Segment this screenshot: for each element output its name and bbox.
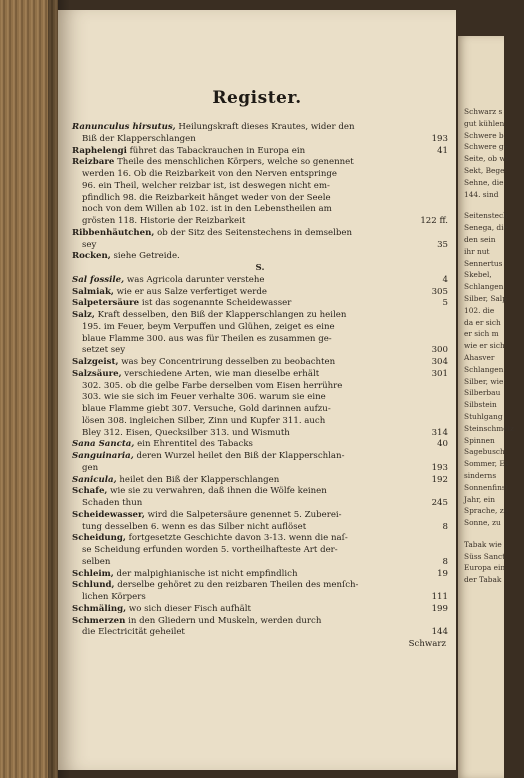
- page-reference: 40: [437, 439, 448, 450]
- right-page-fragment: Schwarz s: [464, 107, 503, 116]
- entry-line: [72, 510, 448, 522]
- entry-headword: Schleim,: [72, 568, 114, 579]
- entry-text: blaue Flamme 300. aus was für Theilen es zusammen ge-: [82, 333, 332, 344]
- entry-text: wie er aus Salze verfertiget werde: [116, 286, 267, 297]
- register-entry: [72, 486, 448, 510]
- right-page-fragment: Silber, Salp: [464, 293, 507, 303]
- right-page-fragment: Tabak wie: [464, 539, 502, 549]
- entry-line: [72, 287, 448, 299]
- entry-text: grösten 118. Historie der Reizbarkeit: [82, 216, 246, 226]
- entry-text: 195. im Feuer, beym Verpuffen und Glühen, zeiget es eine: [82, 321, 335, 332]
- entry-text: ein Ehrentitel des Tabacks: [137, 439, 253, 450]
- fragment-gap: [464, 529, 524, 539]
- entry-line: [72, 251, 448, 263]
- section-letter-label: S.: [255, 263, 265, 273]
- entry-line: [72, 475, 448, 487]
- register-entry: [72, 146, 448, 158]
- entry-text: siehe Getreide.: [113, 251, 180, 262]
- page-reference: 301: [431, 368, 448, 379]
- entry-line: [72, 428, 448, 440]
- entry-headword: Rocken,: [72, 251, 111, 262]
- entry-headword: Schmäling,: [72, 603, 127, 614]
- right-page-fragment: Süss Sanct: [464, 551, 506, 561]
- register-entry: [72, 451, 448, 475]
- page-reference: 122 ff.: [420, 216, 448, 226]
- entry-headword: Sana Sancta,: [72, 439, 135, 450]
- entry-line: [72, 146, 448, 158]
- left-page: [58, 10, 456, 770]
- right-page-fragment: wie er sich: [464, 341, 505, 351]
- right-page-fragment: den sein: [464, 234, 496, 244]
- right-page-fragment: Silbstein: [464, 400, 497, 410]
- page-reference: 199: [431, 603, 448, 614]
- right-page-fragment: gut kühlen: [464, 118, 505, 128]
- entry-headword: Raphelengi: [72, 145, 127, 156]
- right-page-fragment: Seitenstech: [464, 211, 508, 221]
- right-page-fragment: 144. sind: [464, 189, 499, 199]
- right-page-fragment: Schlangen: [464, 364, 504, 374]
- entry-line: [72, 416, 448, 428]
- entry-line: [72, 134, 448, 146]
- entry-line: [72, 627, 448, 639]
- entry-text: blaue Flamme giebt 307. Versuche, Gold darinnen aufzu-: [82, 404, 331, 414]
- right-page-fragment: Stuhlgang: [464, 411, 503, 421]
- register-entry: [72, 122, 448, 146]
- entry-line: [72, 310, 448, 322]
- register-entry: [72, 228, 448, 252]
- right-page-fragment: Senega, die: [464, 223, 508, 233]
- register-entry: [72, 604, 448, 616]
- right-page-fragment: da er sich: [464, 317, 501, 327]
- entry-line: [72, 486, 448, 498]
- right-page-fragment: Sehne, die: [464, 177, 504, 187]
- register-entry: [72, 439, 448, 451]
- entry-headword: Sal fossile,: [72, 274, 125, 285]
- entry-line: [72, 557, 448, 569]
- entry-headword: Sanguinaria,: [72, 451, 134, 461]
- entry-text: fortgesetzte Geschichte davon 3-13. wenn die naſ-: [128, 533, 348, 544]
- entry-headword: Scheidewasser,: [72, 509, 145, 520]
- entry-text: setzet sey: [82, 345, 126, 356]
- entry-headword: Salzgeist,: [72, 357, 119, 367]
- right-page-fragment: Silberbau: [464, 388, 501, 398]
- page-reference: 245: [431, 498, 448, 508]
- page-reference: 192: [431, 474, 448, 485]
- right-page-fragment: Sprache, zu: [464, 506, 509, 516]
- entry-line: [72, 592, 448, 604]
- fragment-gap: [464, 200, 524, 210]
- section-letter: [72, 263, 448, 275]
- page-reference: 305: [431, 286, 448, 297]
- entry-line: [72, 240, 448, 252]
- entry-line: [72, 463, 448, 475]
- page-reference: 111: [431, 592, 448, 602]
- page-reference: 8: [442, 556, 448, 567]
- right-page-fragment: Schwere ge: [464, 142, 509, 152]
- entry-text: 96. ein Theil, welcher reizbar ist, ist deswegen nicht em-: [82, 180, 330, 191]
- page-reference: 5: [442, 298, 448, 309]
- entry-line: [72, 345, 448, 357]
- entry-text: 303. wie sie sich im Feuer verhalte 306. warum sie eine: [82, 392, 326, 403]
- entry-line: [72, 545, 448, 557]
- entry-line: [72, 498, 448, 510]
- register-entry: [72, 580, 448, 604]
- entry-text: ist das sogenannte Scheidewasser: [141, 298, 292, 309]
- right-page-fragment: Sonne, zu: [464, 518, 501, 528]
- right-page-fragment: sinderns: [464, 470, 497, 480]
- entry-headword: Reizbare: [72, 157, 115, 168]
- entry-headword: Salpetersäure: [72, 298, 140, 309]
- page-reference: 8: [442, 521, 448, 532]
- entry-text: werden 16. Ob die Reizbarkeit von den Nerven entspringe: [82, 169, 337, 179]
- entry-text: Theile des menschlichen Körpers, welche so genennet: [117, 157, 354, 168]
- entry-text: Heilungskraft dieses Krautes, wider den: [178, 122, 355, 132]
- entry-text: verschiedene Arten, wie man dieselbe erhält: [124, 368, 320, 379]
- entry-line: [72, 122, 448, 134]
- register-entry: [72, 533, 448, 568]
- entry-headword: Sanicula,: [72, 474, 117, 485]
- entry-line: [72, 533, 448, 545]
- entry-line: [72, 298, 448, 310]
- entry-text: pfindlich 98. die Reizbarkeit hänget weder von der Seele: [82, 192, 331, 203]
- entry-headword: Scheidung,: [72, 533, 126, 544]
- page-reference: 314: [431, 427, 448, 438]
- register-entry: [72, 157, 448, 228]
- register-entry: [72, 298, 448, 310]
- entry-text: wie sie zu verwahren, daß ihnen die Wölfe keinen: [110, 486, 327, 497]
- entry-line: [72, 275, 448, 287]
- right-page-fragment: Sonnenfinst: [464, 482, 509, 492]
- page-title: Register.: [212, 88, 302, 108]
- page-reference: 304: [431, 357, 448, 367]
- entry-text: noch von dem Willen ab 102. ist in den Lebenstheilen am: [82, 204, 332, 215]
- entry-line: [72, 357, 448, 369]
- entry-text: 302. 305. ob die gelbe Farbe derselben vom Eisen herrühre: [82, 380, 343, 391]
- register-entry: [72, 510, 448, 534]
- entry-line: [72, 381, 448, 393]
- page-reference: 4: [442, 274, 448, 285]
- right-page-fragment: Ahasver: [464, 352, 495, 362]
- entry-text: selben: [82, 556, 111, 567]
- entry-line: [72, 322, 448, 334]
- entry-line: [72, 522, 448, 534]
- entry-line: [72, 451, 448, 463]
- entry-headword: Schmerzen: [72, 615, 126, 626]
- register-entry: [72, 357, 448, 369]
- right-page-fragments: [464, 106, 524, 586]
- entry-text: se Scheidung erfunden worden 5. vortheilhafteste Art der-: [82, 545, 338, 555]
- entry-headword: Ranunculus hirsutus,: [72, 122, 176, 132]
- register-entries: [72, 122, 448, 651]
- page-reference: 35: [437, 239, 448, 250]
- entry-line: [72, 404, 448, 416]
- right-page-fragment: Europa ein: [464, 563, 506, 573]
- page-reference: 19: [437, 568, 448, 579]
- right-page-fragment: Sagebusch: [464, 447, 505, 457]
- right-page-fragment: Sekt, Bege: [464, 165, 505, 175]
- right-page-fragment: Silber, wie: [464, 376, 504, 386]
- entry-text: Kraft desselben, den Biß der Klapperschlangen zu heilen: [97, 310, 347, 320]
- entry-line: [72, 193, 448, 205]
- entry-line: [72, 157, 448, 169]
- register-entry: [72, 275, 448, 287]
- entry-line: [72, 228, 448, 240]
- entry-line: [72, 369, 448, 381]
- entry-text: führet das Tabackrauchen in Europa ein: [129, 145, 306, 156]
- entry-line: [72, 334, 448, 346]
- entry-text: in den Gliedern und Muskeln, werden durch: [128, 615, 322, 626]
- entry-text: ob der Sitz des Seitenstechens in demselben: [157, 227, 352, 238]
- entry-text: derselbe gehöret zu den reizbaren Theilen des menſch-: [117, 580, 359, 591]
- right-page-fragment: Steinschmelz: [464, 423, 514, 433]
- entry-text: lösen 308. ingleichen Silber, Zinn und Kupfer 311. auch: [82, 415, 326, 426]
- entry-line: [72, 392, 448, 404]
- page-reference: 144: [431, 627, 448, 638]
- entry-headword: Schafe,: [72, 486, 108, 497]
- entry-line: [72, 616, 448, 628]
- register-entry: [72, 287, 448, 299]
- right-page-fragment: Spinnen: [464, 435, 495, 445]
- register-entry: [72, 369, 448, 440]
- entry-text: der malpighianische ist nicht empfindlich: [116, 568, 298, 579]
- catchword-line: [72, 639, 448, 651]
- entry-text: sey: [82, 239, 97, 250]
- entry-line: [72, 604, 448, 616]
- entry-headword: Salmiak,: [72, 286, 114, 297]
- entry-line: [72, 169, 448, 181]
- entry-text: was Agricola darunter verstehe: [126, 274, 265, 285]
- right-page-fragment: Skebel,: [464, 270, 492, 280]
- entry-text: wo sich dieser Fisch aufhält: [128, 603, 251, 614]
- register-entry: [72, 475, 448, 487]
- right-page-fragment: Sommer, Es: [464, 459, 509, 469]
- right-page-edge: [458, 36, 514, 778]
- register-entry: [72, 310, 448, 357]
- entry-text: gen: [82, 462, 99, 473]
- entry-text: die Electricität geheilet: [82, 627, 185, 638]
- right-page-fragment: Schwere b: [464, 130, 504, 140]
- right-page-fragment: Sennertus: [464, 258, 503, 268]
- entry-text: wird die Salpetersäure genennet 5. Zuberei-: [147, 509, 342, 520]
- right-page-fragment: der Tabak: [464, 575, 502, 585]
- page-reference: 193: [431, 462, 448, 473]
- right-page-fragment: Seite, ob wi: [464, 154, 509, 164]
- right-page-fragment: ihr nut: [464, 246, 490, 256]
- entry-headword: Salzsäure,: [72, 368, 122, 379]
- catchword: Schwarz: [408, 639, 446, 649]
- entry-text: was bey Concentrirung desselben zu beobachten: [121, 357, 336, 367]
- entry-text: Biß der Klapperschlangen: [82, 133, 196, 144]
- right-page-fragment: Schlangen: [464, 282, 504, 292]
- entry-text: lichen Körpers: [82, 592, 146, 602]
- right-page-fragment: er sich m: [464, 329, 499, 339]
- entry-line: [72, 216, 448, 228]
- register-entry: [72, 251, 448, 263]
- right-page-fragment: 102. die: [464, 305, 495, 315]
- entry-line: [72, 580, 448, 592]
- page-reference: 193: [431, 133, 448, 144]
- entry-headword: Salz,: [72, 310, 95, 320]
- entry-headword: Schlund,: [72, 580, 115, 591]
- register-entry: [72, 616, 448, 640]
- entry-text: deren Wurzel heilet den Biß der Klapperschlan-: [136, 451, 345, 461]
- entry-line: [72, 439, 448, 451]
- entry-line: [72, 569, 448, 581]
- entry-text: Schaden thun: [82, 498, 143, 508]
- entry-text: tung desselben 6. wenn es das Silber nicht auflöset: [82, 521, 307, 532]
- entry-text: Bley 312. Eisen, Quecksilber 313. und Wismuth: [82, 427, 290, 438]
- register-entry: [72, 569, 448, 581]
- page-reference: 300: [431, 345, 448, 356]
- page-reference: 41: [437, 145, 448, 156]
- entry-headword: Ribbenhäutchen,: [72, 227, 155, 238]
- entry-line: [72, 181, 448, 193]
- entry-line: [72, 204, 448, 216]
- entry-text: heilet den Biß der Klapperschlangen: [119, 474, 280, 485]
- right-page-fragment: Jahr, ein: [464, 494, 496, 504]
